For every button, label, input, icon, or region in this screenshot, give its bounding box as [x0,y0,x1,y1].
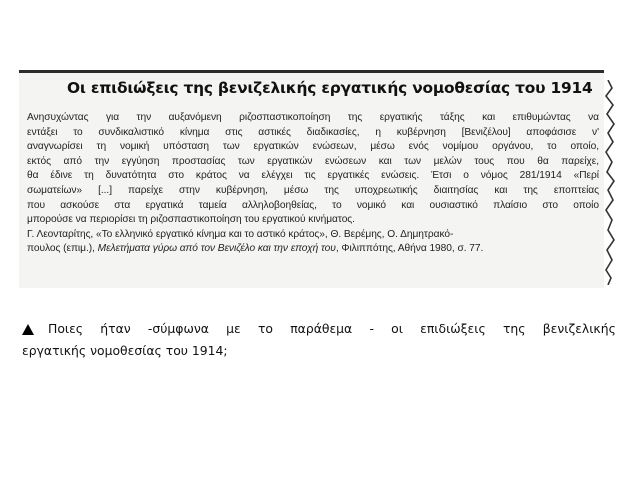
source-publication-info: , Φιλιππότης, Αθήνα 1980, σ. 77. [335,243,484,255]
question-word: το [257,321,273,336]
excerpt-top-border [19,70,604,73]
question-word: παράθεμα [290,321,353,336]
triangle-up-icon [22,324,34,335]
excerpt-line: αναγνωρίσει τη νομική υπόσταση των εργατικών ενώσεων, μέσω ενός νομίμου οργάνου, το οποίο, [27,141,599,153]
source-book-title: Μελετήματα γύρω από τον Βενιζέλο και την εποχή του [97,243,336,255]
excerpt-title: Οι επιδιώξεις της βενιζελικής εργατικής νομοθεσίας του 1914 [67,79,593,97]
excerpt-line: μπορούσε να περιορίσει τη ριζοσπαστικοποίηση του εργατικού κινήματος. [27,214,355,226]
question-text-line-1 [48,318,616,340]
source-citation-line1: Γ. Λεονταρίτης, «Το ελληνικό εργατικό κίνημα και το αστικό κράτος», Θ. Βερέμης, Ο. Δημητρακό- [27,228,454,240]
excerpt-source [27,242,599,257]
question-block [22,318,616,362]
excerpt-body [27,111,599,257]
excerpt-line: θα έδινε τη δυνατότητα στο κράτος να ελέγχει τις εργατικές ενώσεις. Έτσι ο νόμος 281/1914 «Περί [27,170,599,182]
excerpt-line: Ανησυχώντας για την αυξανόμενη ριζοσπαστικοποίηση της εργατικής τάξης και επιθυμώντας να [27,112,599,123]
excerpt-line: σωματείων» [...] παρείχε στην κυβέρνηση, μέσω της υποχρεωτικής διαιτησίας και της εποπτείας [27,184,599,196]
torn-edge-decoration [602,80,618,285]
question-word: ήταν [100,321,131,336]
question-word: - [369,321,374,336]
question-word: -σύμφωνα [147,321,209,336]
source-excerpt [19,70,604,288]
question-word: επιδιώξεις [420,321,486,336]
question-word: της [502,321,526,336]
excerpt-source [27,228,599,243]
question-word: οι [391,321,403,336]
excerpt-line: εκτός από την εγγύηση προστασίας των εργατικών ενώσεων και των μελών τους που θα παρείχε, [27,155,599,167]
question-text-line-2: εργατικής νομοθεσίας του 1914; [22,343,228,358]
question-word: με [226,321,241,336]
question-word: Ποιες [48,321,84,336]
source-citation-editors: πουλος (επιμ.), [27,243,98,255]
question-line-1 [22,318,616,340]
question-word: βενιζελικής [542,321,616,336]
excerpt-line: που ασκούσε στα εργατικά ταμεία αλληλοβοηθείας, το νομικό και ουσιαστικό πλαίσιο στο οποίο [27,199,599,211]
excerpt-line: εντάξει το συνδικαλιστικό κίνημα στις αστικές διαδικασίες, η κυβέρνηση [Βενιζέλου] αποφάσισε ν' [27,126,599,138]
